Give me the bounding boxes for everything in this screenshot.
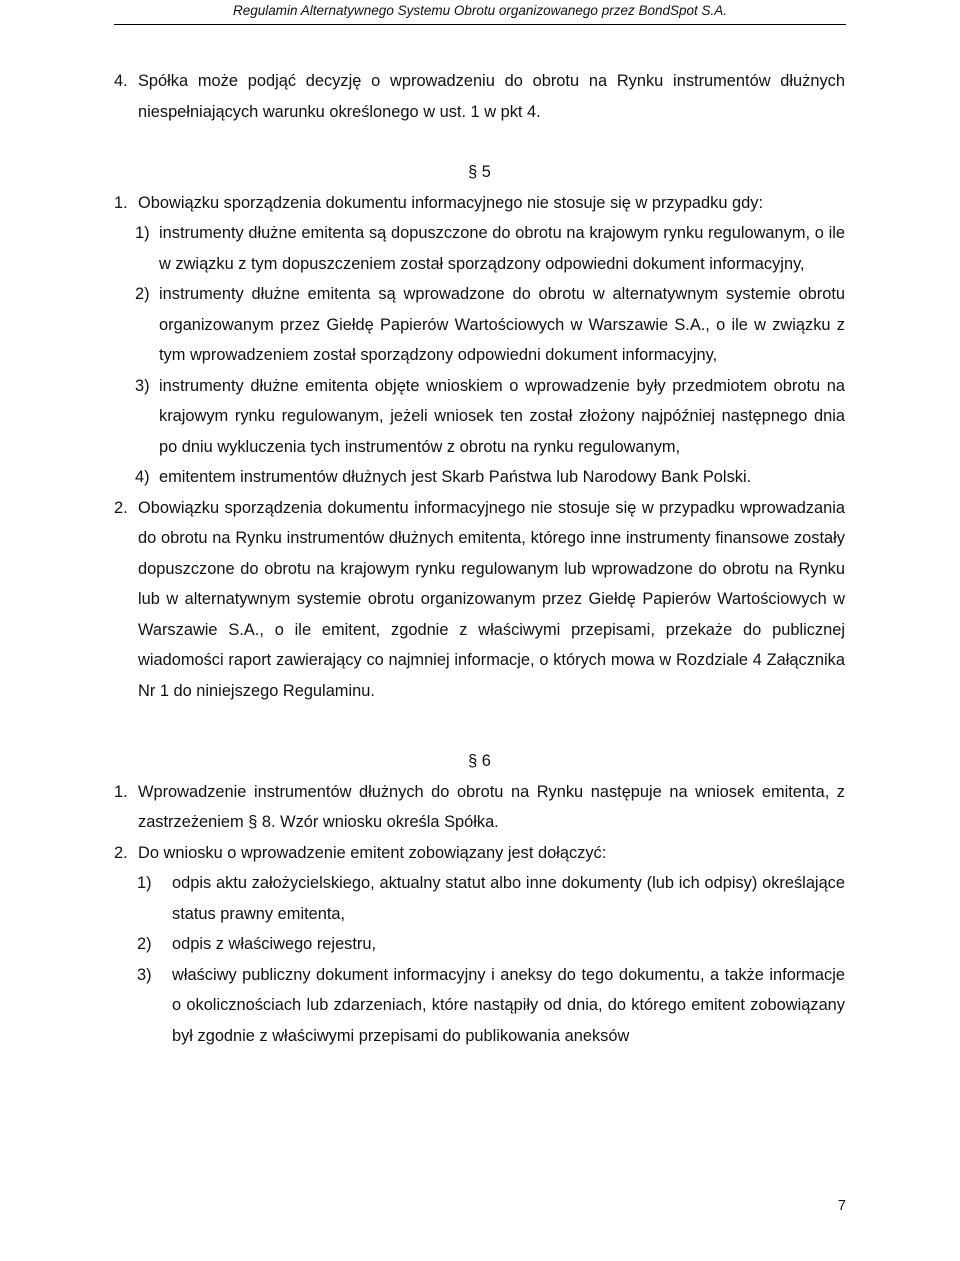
- list-item: [114, 868, 845, 929]
- list-item-number: 2): [137, 935, 152, 953]
- paragraph-number: 1.: [114, 782, 128, 801]
- list-item-number: 1): [135, 224, 150, 242]
- list-item-text: instrumenty dłużne emitenta są wprowadzone do obrotu w alternatywnym systemie obrotu organizowanym przez Giełdę Papierów Wartościowych w Warszawie S.A., o ile w związku z tym wprowadzeniem został sporządzony odpowiedni dokument informacyjny,: [159, 285, 845, 364]
- paragraph-number: 1.: [114, 193, 128, 212]
- document-body: [114, 66, 845, 1051]
- list-item: [114, 462, 845, 493]
- list-item-text: odpis aktu założycielskiego, aktualny statut albo inne dokumenty (lub ich odpisy) określające status prawny emitenta,: [172, 874, 845, 923]
- point-number: 4.: [114, 72, 128, 90]
- list-item: [114, 279, 845, 371]
- section-6-paragraph-1: [114, 777, 845, 838]
- paragraph-number: 2.: [114, 498, 128, 517]
- paragraph-text: Do wniosku o wprowadzenie emitent zobowiązany jest dołączyć:: [138, 843, 607, 862]
- point-text: Spółka może podjąć decyzję o wprowadzeniu do obrotu na Rynku instrumentów dłużnych niespełniających warunku określonego w ust. 1 w pkt 4.: [138, 72, 845, 121]
- list-item: [114, 218, 845, 279]
- list-item-number: 3): [135, 376, 150, 395]
- list-item: [114, 960, 845, 1052]
- list-item-text: instrumenty dłużne emitenta są dopuszczone do obrotu na krajowym rynku regulowanym, o ile w związku z tym dopuszczeniem został sporządzony odpowiedni dokument informacyjny,: [159, 224, 845, 273]
- list-item-number: 4): [135, 468, 150, 486]
- section-5-paragraph-1: [114, 188, 845, 219]
- list-item-number: 3): [137, 965, 152, 984]
- paragraph-number: 2.: [114, 843, 128, 862]
- section-6-heading: § 6: [468, 752, 491, 770]
- paragraph-text: Obowiązku sporządzenia dokumentu informacyjnego nie stosuje się w przypadku gdy:: [138, 193, 764, 212]
- section-5-paragraph-2: [114, 493, 845, 707]
- paragraph-text: Obowiązku sporządzenia dokumentu informacyjnego nie stosuje się w przypadku wprowadzania do obrotu na Rynku instrumentów dłużnych emitenta, którego inne instrumenty finansowe zostały dopuszczone do obrotu na krajowym rynku regulowanym lub wprowadzone do obrotu na Rynku lub w alternatywnym systemie obrotu organizowanym przez Giełdę Papierów Wartościowych w Warszawie S.A., o ile emitent, zgodnie z właściwymi przepisami, przekaże do publicznej wiadomości raport zawierający co najmniej informacje, o których mowa w Rozdziale 4 Załącznika Nr 1 do niniejszego Regulaminu.: [138, 498, 845, 700]
- page-number: 7: [837, 1198, 846, 1214]
- list-item-text: właściwy publiczny dokument informacyjny i aneksy do tego dokumentu, a także informacje o okolicznościach lub zdarzeniach, które nastąpiły od dnia, do którego emitent zobowiązany był zgodnie z właściwymi przepisami do publikowania aneksów: [172, 965, 845, 1045]
- list-item-number: 1): [137, 874, 152, 892]
- header-divider: [114, 24, 846, 25]
- list-item: [114, 929, 845, 960]
- list-item-text: odpis z właściwego rejestru,: [172, 935, 377, 953]
- list-item: [114, 371, 845, 463]
- list-item-number: 2): [135, 285, 150, 303]
- paragraph-text: Wprowadzenie instrumentów dłużnych do obrotu na Rynku następuje na wniosek emitenta, z zastrzeżeniem § 8. Wzór wniosku określa Spółka.: [138, 782, 845, 831]
- section-6-paragraph-2: [114, 838, 845, 869]
- list-item-text: instrumenty dłużne emitenta objęte wnioskiem o wprowadzenie były przedmiotem obrotu na krajowym rynku regulowanym, jeżeli wniosek ten został złożony najpóźniej następnego dnia po dniu wykluczenia tych instrumentów z obrotu na rynku regulowanym,: [159, 376, 845, 456]
- intro-point-4: [114, 66, 845, 127]
- running-header: Regulamin Alternatywnego Systemu Obrotu organizowanego przez BondSpot S.A.: [232, 3, 728, 18]
- list-item-text: emitentem instrumentów dłużnych jest Skarb Państwa lub Narodowy Bank Polski.: [159, 468, 752, 486]
- section-5-heading: § 5: [468, 163, 491, 181]
